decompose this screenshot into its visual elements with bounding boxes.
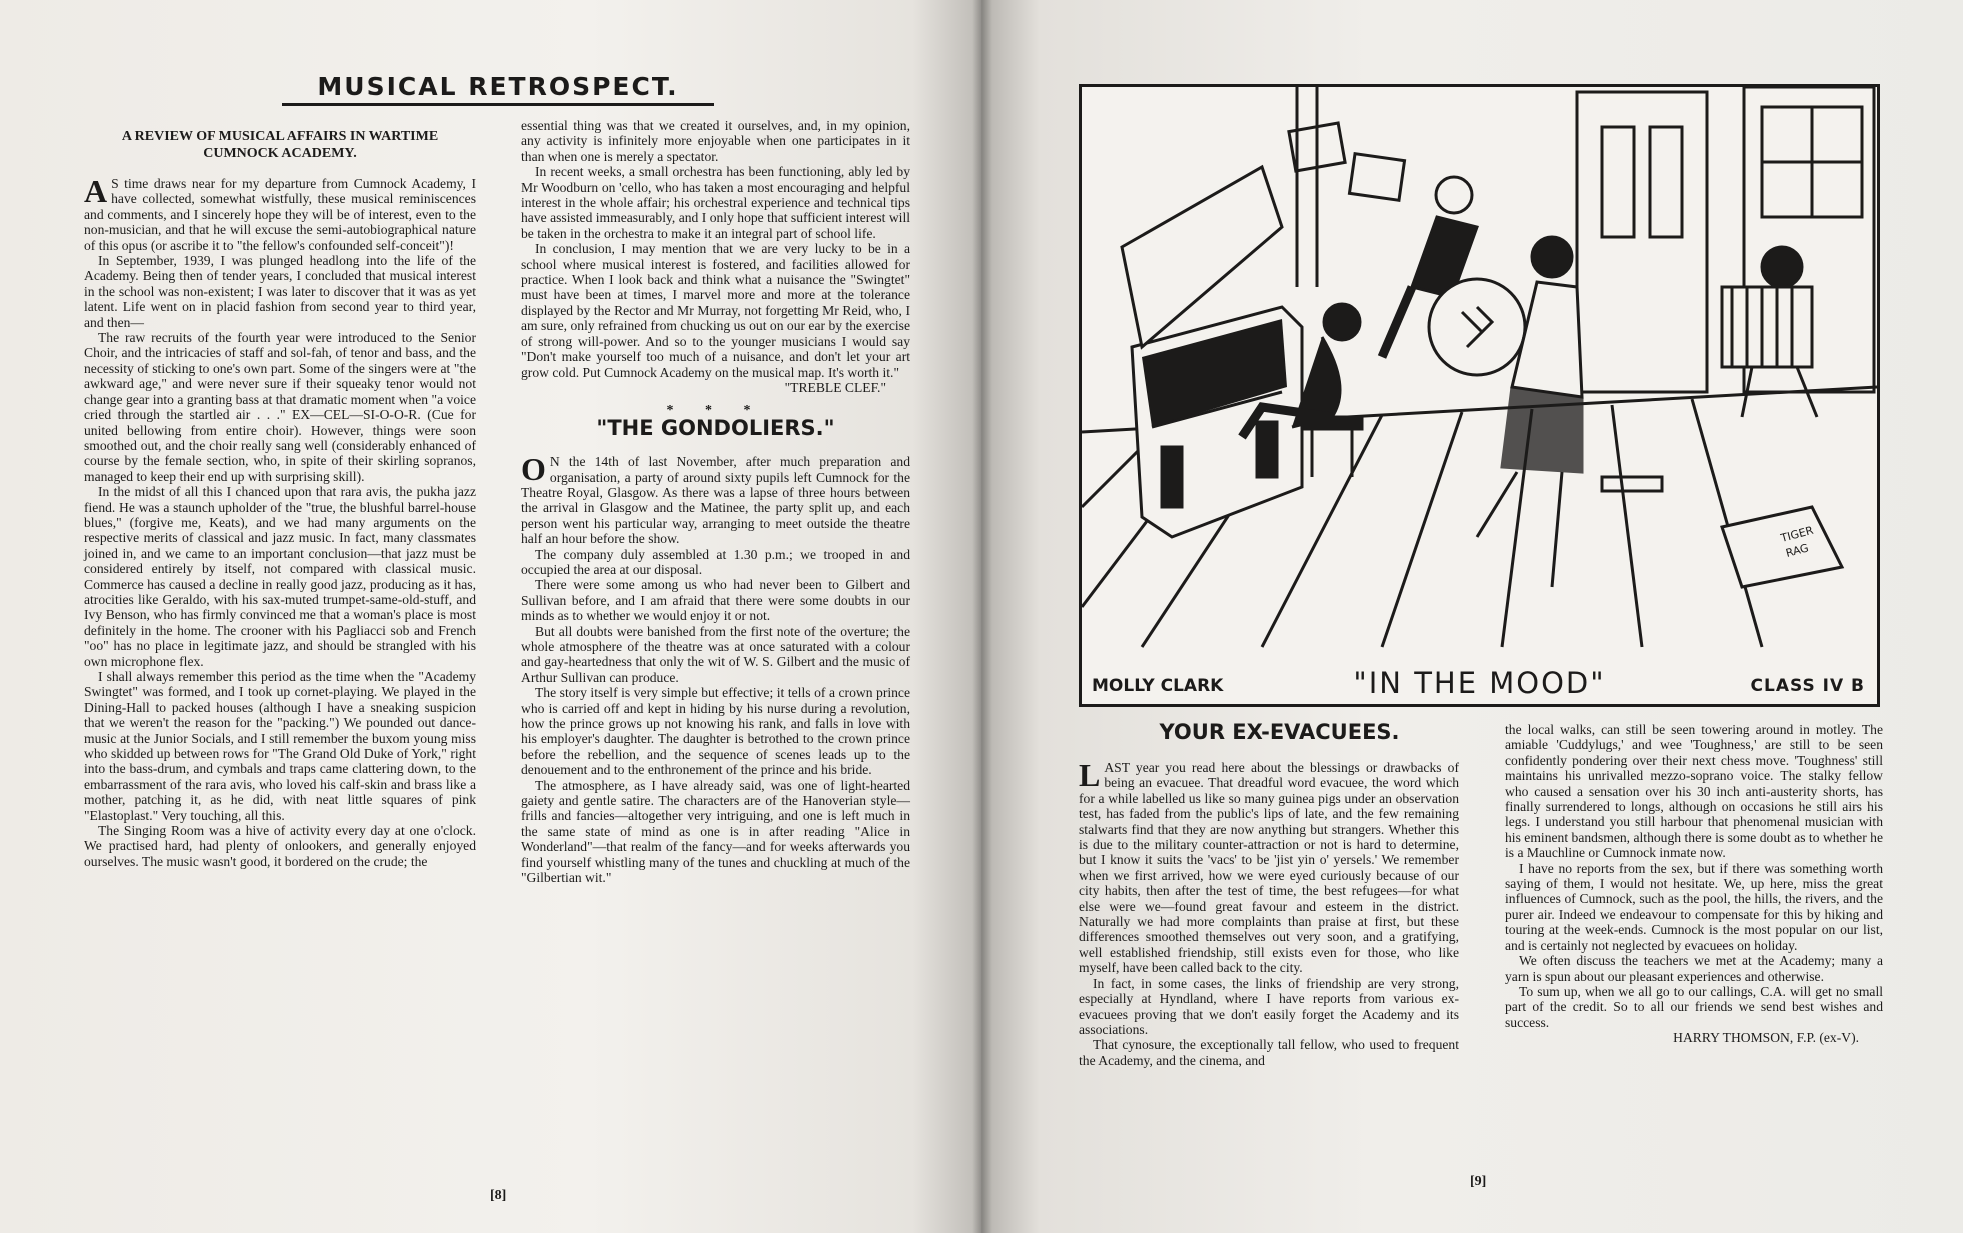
paragraph: To sum up, when we all go to our callings, C.A. will get no small part of the credit. So to all our friends we send best wishes and success. (1505, 983, 1883, 1030)
class-label: CLASS IV B (1750, 676, 1865, 696)
paragraph: A S time draws near for my departure from Cumnock Academy, I have collected, somewhat wistfully, these musical reminiscences and comments, and I sincerely hope they will be of interest, even to the non-musician, and that he will excuse the semi-autobiographical nature of this opus (or ascribe it to "the fellow's confounded self-conceit")! (84, 173, 476, 253)
paragraph: There were some among us who had never been to Gilbert and Sullivan before, and I am afraid that there were some doubts in our minds as to whether we would enjoy it or not. (521, 577, 910, 624)
article-column-1 (84, 128, 476, 869)
paragraph: I shall always remember this period as the time when the "Academy Swingtet" was formed, and I took up cornet-playing. We played in the Dining-Hall to packed houses (although I have a sneaking suspicion that we weren't the reason for the "packing.") We pounded out dance-music at the Junior Socials, and I still remember the buxom young miss who skidded up between rows for "The Grand Old Duke of York," right into the bass-drum, and cymbals and traps came clattering down, to the embarrassment of the rara avis, who loved his calf-skin and brass like a mother, patching it, as he did, with neat little squares of pink "Elastoplast." Very touching, all this. (84, 669, 476, 823)
paragraph: The story itself is very simple but effective; it tells of a crown prince who is carried off and kept in hiding by his nurse during a revolution, how the prince grows up not knowing his rank, and falls in love with his employer's daughter. The daughter is betrothed to the crown prince before the rebellion, and the sequence of scenes leads up to the denouement and to the enthronement of the prince and his bride. (521, 685, 910, 778)
evacuees-column-1 (1079, 757, 1459, 1068)
paragraph: O N the 14th of last November, after much preparation and organisation, a party of around sixty pupils left Cumnock for the Theatre Royal, Glasgow. As there was a lapse of three hours between the arrival in Glasgow and the Matinee, the party split up, and each person went his particular way, arranging to meet outside the theatre half an hour before the show. (521, 451, 910, 547)
article-subtitle: A REVIEW OF MUSICAL AFFAIRS IN WARTIME CUMNOCK ACADEMY. (121, 129, 439, 161)
sign-text: RAG (1784, 541, 1811, 560)
paragraph: That cynosure, the exceptionally tall fellow, who used to frequent the Academy, and the cinema, and (1079, 1037, 1459, 1068)
left-page (0, 0, 981, 1233)
paragraph: essential thing was that we created it ourselves, and, in my opinion, any activity is infinitely more enjoyable when one participates in it than when one is merely a spectator. (521, 118, 910, 164)
article-signature: HARRY THOMSON, F.P. (ex-V). (1673, 1030, 1859, 1046)
sign-text: TIGER (1779, 523, 1815, 545)
cartoon-illustration (1079, 84, 1880, 707)
paragraph: The Singing Room was a hive of activity every day at one o'clock. We practised hard, had plenty of onlookers, and generally enjoyed ourselves. The music wasn't good, it bordered on the crude; the (84, 823, 476, 869)
drop-cap: O (521, 451, 546, 488)
drop-cap: L (1079, 757, 1101, 793)
section-divider: * * * (666, 403, 765, 419)
paragraph: But all doubts were banished from the first note of the overture; the whole atmosphere of the theatre was at once saturated with a colour and gay-heartedness that only the wit of W. S. Gilbert and the music of Arthur Sullivan can produce. (521, 623, 910, 685)
book-spine (972, 0, 992, 1233)
section-heading: YOUR EX-EVACUEES. (1159, 720, 1400, 744)
paragraph: The company duly assembled at 1.30 p.m.; we trooped in and occupied the area at our disposal. (521, 546, 910, 577)
paragraph: In September, 1939, I was plunged headlong into the life of the Academy. Being then of tender years, I concluded that musical interest in the school was non-existent; I was later to discover that it was as yet latent. Life went on in placid fashion from second year to third year, and then— (84, 253, 476, 330)
page-number: [9] (1470, 1174, 1487, 1189)
article-column-2 (521, 118, 910, 886)
paragraph: LAST year you read here about the blessings or drawbacks of being an evacuee. That dreadful word evacuee, the word which for a while labelled us like so many guinea pigs under an observation test, has faded from the public's lips of late, and the few remaining stalwarts find that they are now anything but strangers. Whether this is due to the military counter-attraction or not is hard to determine, but I know it suits the 'vacs' to be 'jist yin o' yersels.' We remember when we first arrived, how we were eyed curiously because of our city habits, then after the test of time, the best refugees—for what else were we—found great favour and esteem in the district. Naturally we had more complaints than praise at first, but these differences smoothed themselves out very soon, and a gratifying, well established friendship, still exists even for those, who like myself, have been called back to the city. (1079, 757, 1459, 976)
paragraph: In recent weeks, a small orchestra has been functioning, ably led by Mr Woodburn on 'cello, who has taken a most encouraging and helpful interest in the whole affair; his orchestral experience and technical tips have assisted immeasurably, and I only hope that sufficient interest will be taken in the orchestra to make it an integral part of school life. (521, 164, 910, 241)
article-signature: "TREBLE CLEF." (784, 379, 886, 395)
cartoon-caption: "IN THE MOOD" (1353, 666, 1606, 700)
paragraph: the local walks, can still be seen towering around in motley. The amiable 'Cuddylugs,' and wee 'Toughness,' are still to be seen confidently pondering over their next chess move. 'Toughness' still maintains his unrivalled mezzo-soprano voice. The stalky fellow who caused a sensation over his 30 inch anti-austerity shorts, has finally surrendered to longs, although on occasions he still airs his legs. I understand you still harbour that phenomenal musician with his eminent bandsmen, although there is some doubt as to whether he is a Mauchline or Cumnock inmate now. (1505, 722, 1883, 861)
paragraph: We often discuss the teachers we met at the Academy; many a yarn is spun about our pleasant experiences and otherwise. (1505, 953, 1883, 984)
evacuees-column-2 (1505, 722, 1883, 1046)
paragraph: The raw recruits of the fourth year were introduced to the Senior Choir, and the intricacies of staff and sol-fah, of tenor and bass, and the necessity of sticking to one's own part. Some of the singers were at "the awkward age," and were never sure if their squeaky tenor would not change gear into a granting bass at that dramatic moment when "a voice cried through the startled air . . ." EX—CEL—SI-O-O-R. (Cue for united bellowing from entire choir). However, things were soon smoothed out, and the choir really sang well (considerably enhanced of course by the female section, who, in spite of their skirling sopranos, managed to keep their end up with surprising skill). (84, 330, 476, 484)
cartoon-drawing (1082, 87, 1877, 704)
page-title: MUSICAL RETROSPECT. (282, 72, 714, 106)
artist-credit: MOLLY CLARK (1092, 676, 1224, 696)
page-number: [8] (490, 1188, 507, 1203)
drop-cap: A (84, 173, 108, 209)
paragraph: The atmosphere, as I have already said, was one of light-hearted gaiety and gentle satire. The characters are of the Hanoverian style—frills and fancies—altogether very intriguing, and one is left much in the same state of mind as one is in after reading "Alice in Wonderland"—that realm of the fancy—and for weeks afterwards you find yourself whistling many of the tunes and chuckling at much of the "Gilbertian wit." (521, 777, 910, 886)
paragraph: In conclusion, I may mention that we are very lucky to be in a school where musical interest is fostered, and facilities allowed for practice. When I look back and think what a nuisance the "Swingtet" must have been at times, I marvel more and more at the tolerance displayed by the Rector and Mr Murray, not forgetting Mr Reid, who, I am sure, only refrained from chucking us out on our ear by the exercise of strong will-power. And so to the younger musicians I would say "Don't make yourself too much of a nuisance, and don't let your art grow cold. Put Cumnock Academy on the musical map. It's worth it." (521, 241, 910, 380)
paragraph: In fact, in some cases, the links of friendship are very strong, especially at Hyndland, where I have reports from various ex-evacuees proving that we don't easily forget the Academy and its associations. (1079, 975, 1459, 1037)
paragraph: In the midst of all this I chanced upon that rara avis, the pukha jazz fiend. He was a staunch upholder of the "true, the blushful barrel-house blues," (forgive me, Keats), and we had many arguments on the respective merits of classical and jazz music. In fact, many classmates joined in, and we came to an important conclusion—that jazz must be considered entirely by itself, not compared with classical music. Commerce has caused a decline in really good jazz, producing as it has, atrocities like Geraldo, with his sax-muted trumpet-same-old-stuff, and Ivy Benson, who has firmly convinced me that a woman's place is most definitely in the home. The crooner with his Pagliacci sob and French "oo" has no place in legitimate jazz, and should be strangled with his own microphone flex. (84, 484, 476, 669)
section-heading: "THE GONDOLIERS." (596, 415, 835, 440)
paragraph: I have no reports from the sex, but if there was something worth saying of them, I would not hesitate. We, up here, miss the great influences of Cumnock, such as the pool, the hills, the rivers, and the purer air. Indeed we endeavour to compensate for this by hiking and touring at the week-ends. Cumnock is the most popular on our list, and is certainly not neglected by evacuees on holiday. (1505, 860, 1883, 953)
